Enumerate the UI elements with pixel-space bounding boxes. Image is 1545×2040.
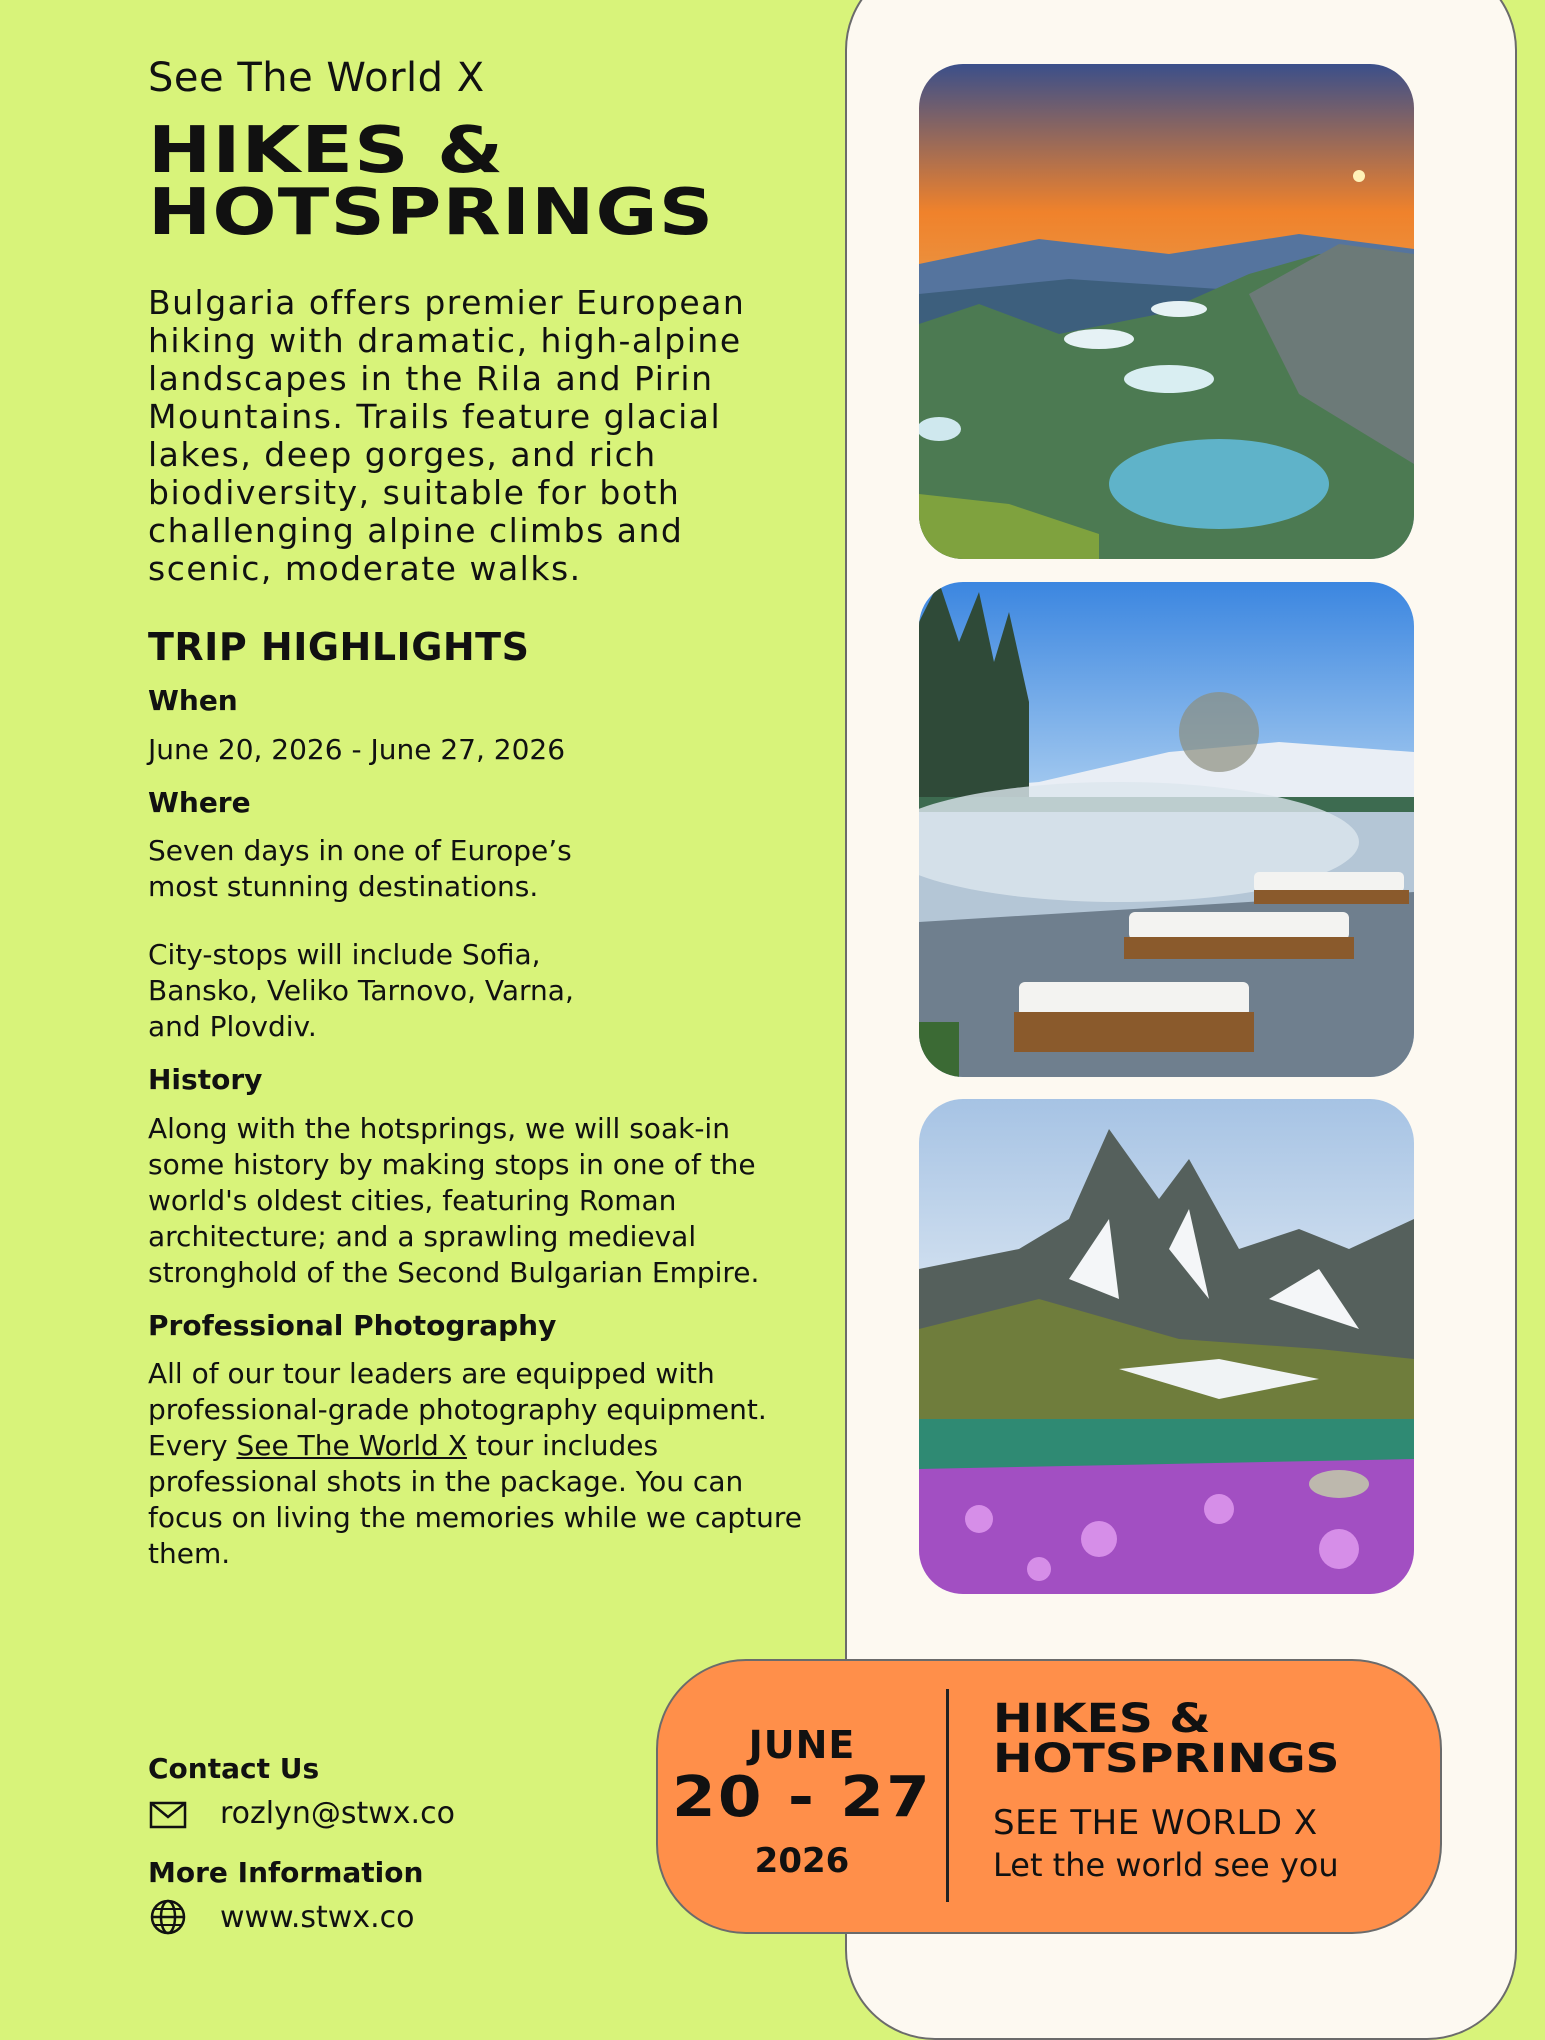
brand-name: See The World X [148, 55, 485, 101]
where-stops-line-3: and Plovdiv. [148, 1010, 317, 1044]
email-row[interactable] [148, 1794, 648, 1834]
page-title [148, 114, 927, 250]
globe-icon [148, 1897, 188, 1937]
title-line-2: HOTSPRINGS [148, 176, 715, 250]
contact-section [148, 1752, 648, 1937]
brand-link[interactable]: See The World X [236, 1429, 467, 1463]
where-stops [148, 937, 808, 1045]
badge-year: 2026 [754, 1841, 850, 1881]
photography-text-end: tour includes professional shots in the package. You can focus on living the memories while we capture them. [148, 1429, 803, 1571]
mail-icon [148, 1794, 188, 1834]
photography-text [148, 1356, 808, 1572]
when-label: When [148, 684, 238, 717]
badge-brand: SEE THE WORLD X [993, 1803, 1318, 1843]
where-description [148, 833, 808, 905]
badge-tagline: Let the world see you [993, 1846, 1339, 1884]
more-info-label: More Information [148, 1855, 424, 1889]
photography-text-start: All of our tour leaders are equipped with professional-grade photography equipment. Every [148, 1357, 767, 1463]
history-label: History [148, 1063, 263, 1097]
email-address[interactable]: rozlyn@stwx.co [220, 1796, 455, 1832]
highlights-heading: TRIP HIGHLIGHTS [148, 625, 530, 669]
badge-month: JUNE [748, 1723, 856, 1767]
where-line-1: Seven days in one of Europe’s [148, 834, 572, 868]
badge-title-line-2: HOTSPRINGS [993, 1736, 1340, 1782]
website-row[interactable] [148, 1897, 648, 1937]
where-stops-line-2: Bansko, Veliko Tarnovo, Varna, [148, 974, 574, 1008]
when-value: June 20, 2026 - June 27, 2026 [148, 732, 566, 766]
badge-title-line-1: HIKES & [993, 1696, 1211, 1742]
where-line-2: most stunning destinations. [148, 870, 539, 904]
history-text: Along with the hotsprings, we will soak-in some history by making stops in one of the world's oldest cities, featuring Roman architecture; and a sprawling medieval stronghold of the Second Bulgarian Empire. [148, 1111, 760, 1289]
title-line-1: HIKES & [148, 114, 505, 188]
where-stops-line-1: City-stops will include Sofia, [148, 938, 541, 972]
badge-title [993, 1696, 1500, 1782]
website-url[interactable]: www.stwx.co [220, 1899, 415, 1935]
intro-paragraph: Bulgaria offers premier European hiking with dramatic, high-alpine landscapes in the Rila and Pirin Mountains. Trails feature glacial lakes, deep gorges, and rich biodiversity, suitable for both challenging alpine climbs and scenic, moderate walks. [148, 283, 746, 588]
where-label: Where [148, 785, 251, 819]
hotspring-pool-photo [919, 582, 1414, 1077]
photography-label: Professional Photography [148, 1308, 557, 1342]
trip-details [148, 55, 808, 1572]
date-badge [656, 1659, 1442, 1934]
badge-divider [946, 1689, 949, 1902]
mountain-meadow-photo [919, 1099, 1414, 1594]
badge-days: 20 - 27 [672, 1765, 932, 1830]
contact-label: Contact Us [148, 1752, 320, 1785]
alpine-lakes-photo [919, 64, 1414, 559]
